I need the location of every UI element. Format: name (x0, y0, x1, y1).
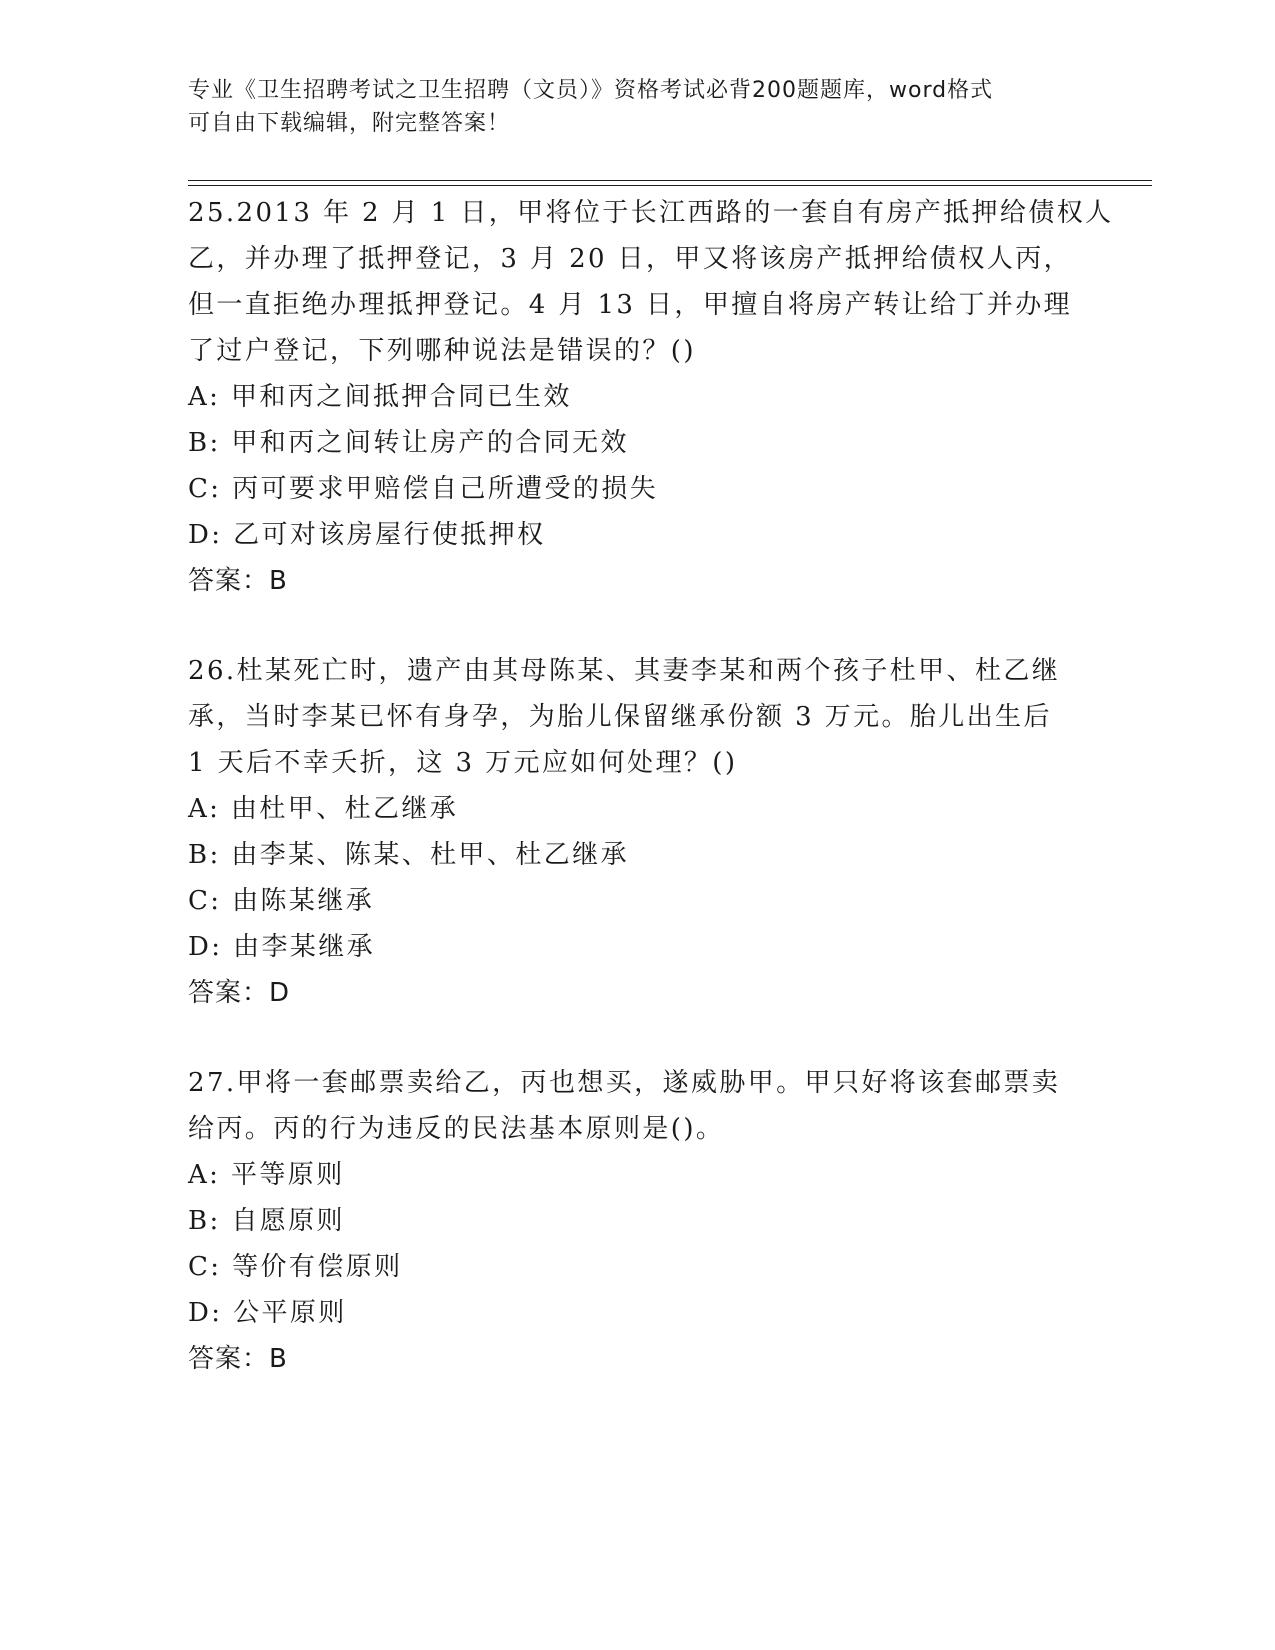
question-text-line: 1 天后不幸夭折，这 3 万元应如何处理？() (188, 748, 738, 778)
option-c: C: 由陈某继承 (188, 886, 375, 916)
question-text-line: 给丙。丙的行为违反的民法基本原则是()。 (188, 1114, 725, 1144)
option-d: D: 公平原则 (188, 1298, 347, 1328)
question-26 (188, 648, 1128, 1016)
option-b: B: 自愿原则 (188, 1206, 345, 1236)
answer-line: 答案：B (188, 566, 288, 596)
option-d: D: 乙可对该房屋行使抵押权 (188, 520, 546, 550)
header-divider-top (188, 180, 1152, 181)
option-b: B: 甲和丙之间转让房产的合同无效 (188, 428, 629, 458)
option-c: C: 等价有偿原则 (188, 1252, 403, 1282)
header-title-line-1: 专业《卫生招聘考试之卫生招聘（文员）》资格考试必背200题题库，word格式 (188, 78, 994, 103)
question-text-line: 26.杜某死亡时，遗产由其母陈某、其妻李某和两个孩子杜甲、杜乙继 (188, 656, 1061, 686)
question-text-line: 了过户登记，下列哪种说法是错误的？() (188, 336, 696, 366)
question-text-line: 承，当时李某已怀有身孕，为胎儿保留继承份额 3 万元。胎儿出生后 (188, 702, 1052, 732)
header-divider-bottom (188, 185, 1152, 186)
option-a: A: 平等原则 (188, 1160, 345, 1190)
document-header (188, 74, 1088, 140)
option-a: A: 甲和丙之间抵押合同已生效 (188, 382, 572, 412)
question-text-line: 乙，并办理了抵押登记，3 月 20 日，甲又将该房产抵押给债权人丙， (188, 244, 1073, 274)
question-25 (188, 190, 1128, 604)
question-list (188, 190, 1128, 1382)
header-title-line-2: 可自由下载编辑，附完整答案！ (188, 111, 511, 136)
option-b: B: 由李某、陈某、杜甲、杜乙继承 (188, 840, 629, 870)
option-a: A: 由杜甲、杜乙继承 (188, 794, 459, 824)
question-text-line: 但一直拒绝办理抵押登记。4 月 13 日，甲擅自将房产转让给丁并办理 (188, 290, 1073, 320)
option-d: D: 由李某继承 (188, 932, 376, 962)
answer-line: 答案：B (188, 1344, 288, 1374)
answer-line: 答案：D (188, 978, 291, 1008)
question-27 (188, 1060, 1128, 1382)
question-text-line: 25.2013 年 2 月 1 日，甲将位于长江西路的一套自有房产抵押给债权人 (188, 198, 1114, 228)
option-c: C: 丙可要求甲赔偿自己所遭受的损失 (188, 474, 659, 504)
question-text-line: 27.甲将一套邮票卖给乙，丙也想买，遂威胁甲。甲只好将该套邮票卖 (188, 1068, 1061, 1098)
